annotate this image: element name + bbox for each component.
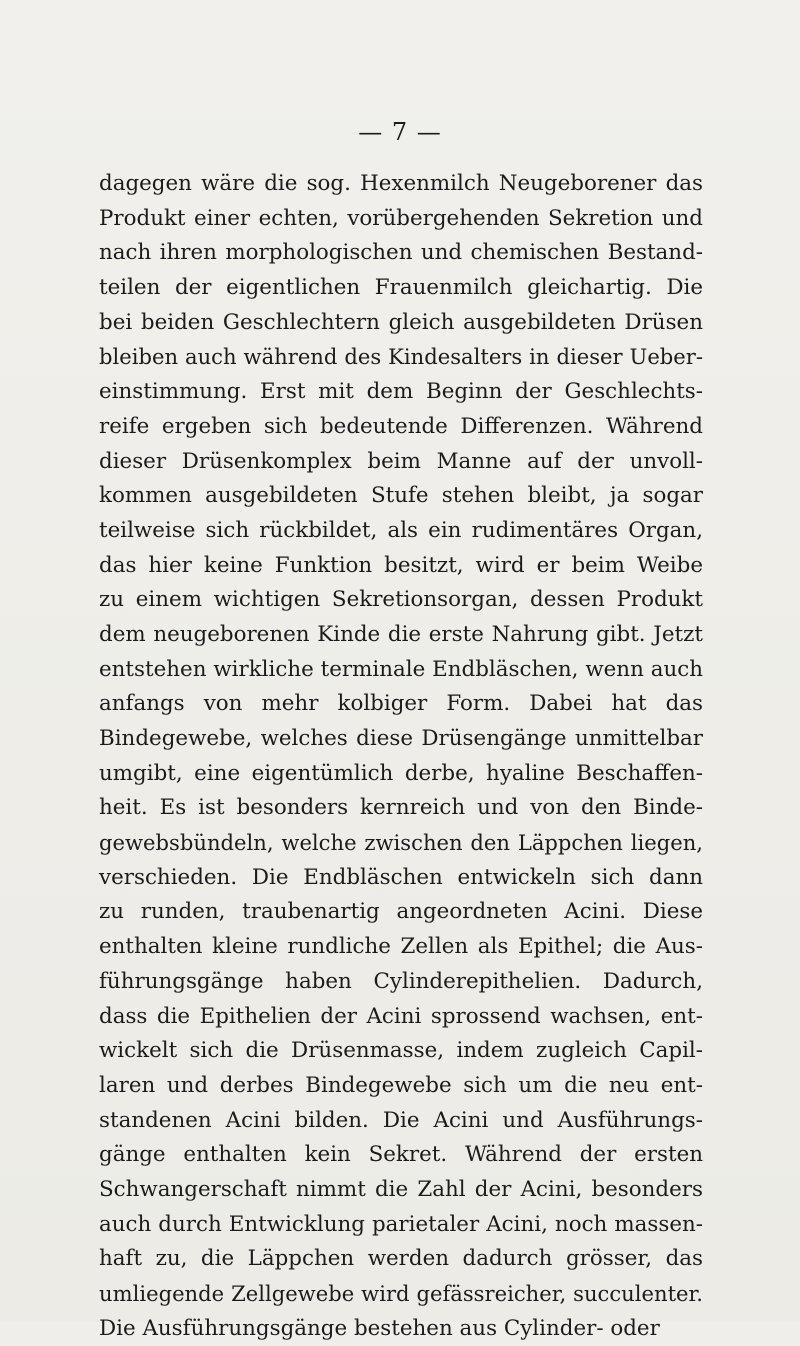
text-line-20: gewebsbündeln, welche zwischen den Läppchen liegen, (99, 830, 703, 856)
text-line-1: dagegen wäre die sog. Hexenmilch Neugeborener das (99, 171, 703, 196)
text-line-29: gänge enthalten kein Sekret. Während der ersten (99, 1142, 703, 1168)
text-line-16: anfangs von mehr kolbiger Form. Dabei hat das (99, 691, 703, 717)
text-line-19: heit. Es ist besonders kernreich und von den Binde- (99, 795, 703, 821)
body-text (99, 167, 703, 1346)
text-line-28: standenen Acini bilden. Die Acini und Ausführungs- (99, 1107, 703, 1133)
page-number: — 7 — (358, 118, 442, 146)
text-line-10: kommen ausgebildeten Stufe stehen bleibt, ja sogar (99, 483, 703, 509)
text-line-21: verschieden. Die Endbläschen entwickeln sich dann (99, 864, 703, 890)
text-line-13: zu einem wichtigen Sekretionsorgan, dessen Produkt (99, 587, 703, 613)
text-line-23: enthalten kleine rundliche Zellen als Epithel; die Aus- (99, 934, 703, 960)
text-line-33: umliegende Zellgewebe wird gefässreicher, succulenter. (99, 1281, 703, 1306)
text-line-27: laren und derbes Bindegewebe sich um die neu ent- (99, 1072, 703, 1098)
text-line-9: dieser Drüsenkomplex beim Manne auf der unvoll- (99, 448, 703, 474)
text-line-31: auch durch Entwicklung parietaler Acini, noch massen- (99, 1211, 703, 1237)
text-line-5: bei beiden Geschlechtern gleich ausgebildeten Drüsen (99, 309, 703, 335)
text-line-2: Produkt einer echten, vorübergehenden Sekretion und (99, 205, 703, 231)
text-line-18: umgibt, eine eigentümlich derbe, hyaline Beschaffen- (99, 760, 703, 786)
text-line-25: dass die Epithelien der Acini sprossend wachsen, ent- (99, 1003, 703, 1029)
text-line-3: nach ihren morphologischen und chemischen Bestand- (99, 240, 703, 266)
text-line-8: reife ergeben sich bedeutende Differenzen. Während (99, 413, 703, 439)
text-line-4: teilen der eigentlichen Frauenmilch gleichartig. Die (99, 275, 703, 301)
text-line-17: Bindegewebe, welches diese Drüsengänge unmittelbar (99, 726, 703, 751)
text-line-14: dem neugeborenen Kinde die erste Nahrung gibt. Jetzt (99, 621, 703, 647)
text-line-11: teilweise sich rückbildet, als ein rudimentäres Organ, (99, 517, 703, 543)
text-line-32: haft zu, die Läppchen werden dadurch grösser, das (99, 1246, 703, 1272)
text-line-7: einstimmung. Erst mit dem Beginn der Geschlechts- (99, 379, 703, 405)
text-line-15: entstehen wirkliche terminale Endbläschen, wenn auch (99, 656, 703, 682)
text-line-34: Die Ausführungsgänge bestehen aus Cylinder- oder (99, 1315, 660, 1341)
text-line-30: Schwangerschaft nimmt die Zahl der Acini, besonders (99, 1176, 703, 1202)
text-line-24: führungsgänge haben Cylinderepithelien. Dadurch, (99, 968, 703, 994)
text-line-26: wickelt sich die Drüsenmasse, indem zugleich Capil- (99, 1038, 703, 1064)
text-line-6: bleiben auch während des Kindesalters in dieser Ueber- (99, 344, 703, 370)
text-line-22: zu runden, traubenartig angeordneten Acini. Diese (99, 899, 703, 925)
text-line-12: das hier keine Funktion besitzt, wird er beim Weibe (99, 552, 703, 578)
